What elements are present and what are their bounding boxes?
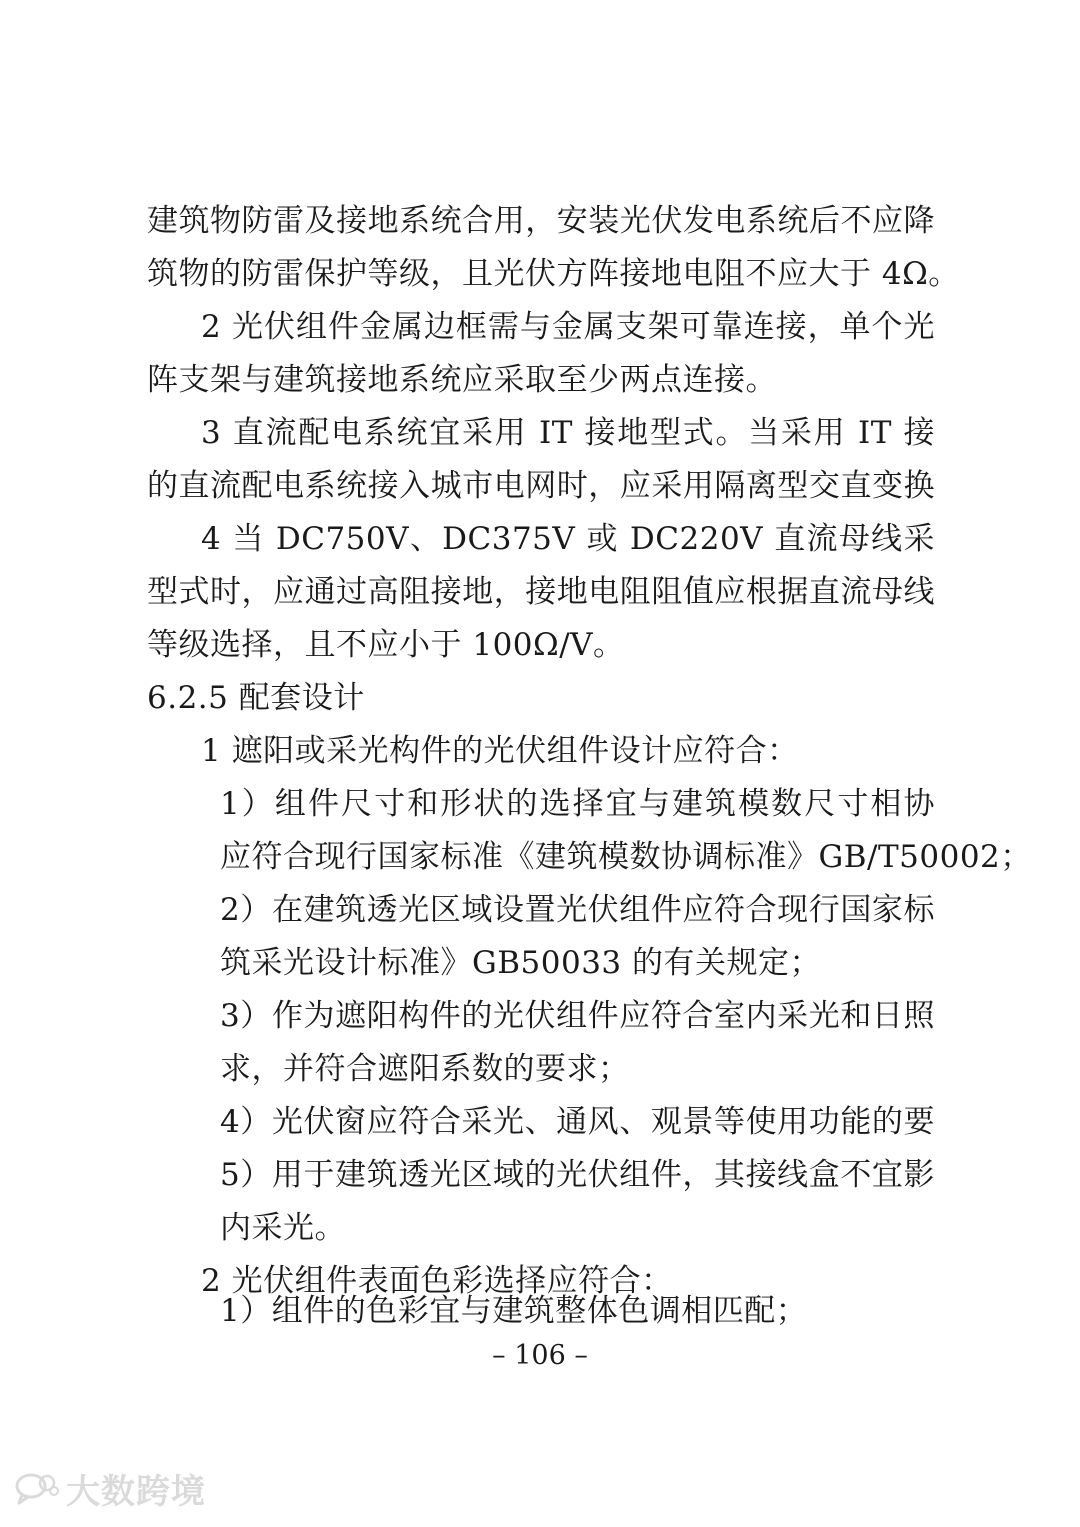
text-line: 4 当 DC750V、DC375V 或 DC220V 直流母线采 [201, 521, 935, 557]
text-line: 型式时，应通过高阻接地，接地电阻阻值应根据直流母线 [147, 574, 935, 610]
section-heading: 6.2.5 配套设计 [147, 680, 365, 716]
speech-bubble-logo-icon [14, 1469, 60, 1507]
watermark [14, 1458, 206, 1518]
watermark-text: 大数跨境 [66, 1471, 206, 1512]
text-line: 2 光伏组件表面色彩选择应符合： [201, 1263, 673, 1299]
text-line: 建筑物防雷及接地系统合用，安装光伏发电系统后不应降 [147, 203, 935, 239]
text-line: 2 光伏组件金属边框需与金属支架可靠连接，单个光 [201, 309, 935, 345]
text-line: 1）组件的色彩宜与建筑整体色调相匹配； [220, 1293, 808, 1329]
page-number: – 106 – [492, 1340, 588, 1371]
text-line: 1 遮阳或采光构件的光伏组件设计应符合： [201, 733, 799, 769]
text-line: 筑采光设计标准》GB50033 的有关规定； [220, 945, 822, 981]
text-line: 应符合现行国家标准《建筑模数协调标准》GB/T50002； [220, 839, 1032, 875]
text-line: 的直流配电系统接入城市电网时，应采用隔离型交直变换 [147, 468, 935, 504]
text-line: 阵支架与建筑接地系统应采取至少两点连接。 [147, 362, 777, 398]
text-line: 3 直流配电系统宜采用 IT 接地型式。当采用 IT 接 [201, 415, 935, 451]
text-line: 内采光。 [220, 1210, 346, 1246]
text-line: 5）用于建筑透光区域的光伏组件，其接线盒不宜影 [220, 1157, 935, 1193]
text-line: 等级选择，且不应小于 100Ω/V。 [147, 627, 625, 663]
text-line: 筑物的防雷保护等级，且光伏方阵接地电阻不应大于 4Ω。 [147, 256, 960, 292]
text-line: 2）在建筑透光区域设置光伏组件应符合现行国家标 [220, 892, 935, 928]
text-line: 求，并符合遮阳系数的要求； [220, 1051, 630, 1087]
text-line: 3）作为遮阳构件的光伏组件应符合室内采光和日照 [220, 998, 935, 1034]
text-line: 4）光伏窗应符合采光、通风、观景等使用功能的要 [220, 1104, 935, 1140]
text-line: 1）组件尺寸和形状的选择宜与建筑模数尺寸相协 [220, 786, 935, 822]
